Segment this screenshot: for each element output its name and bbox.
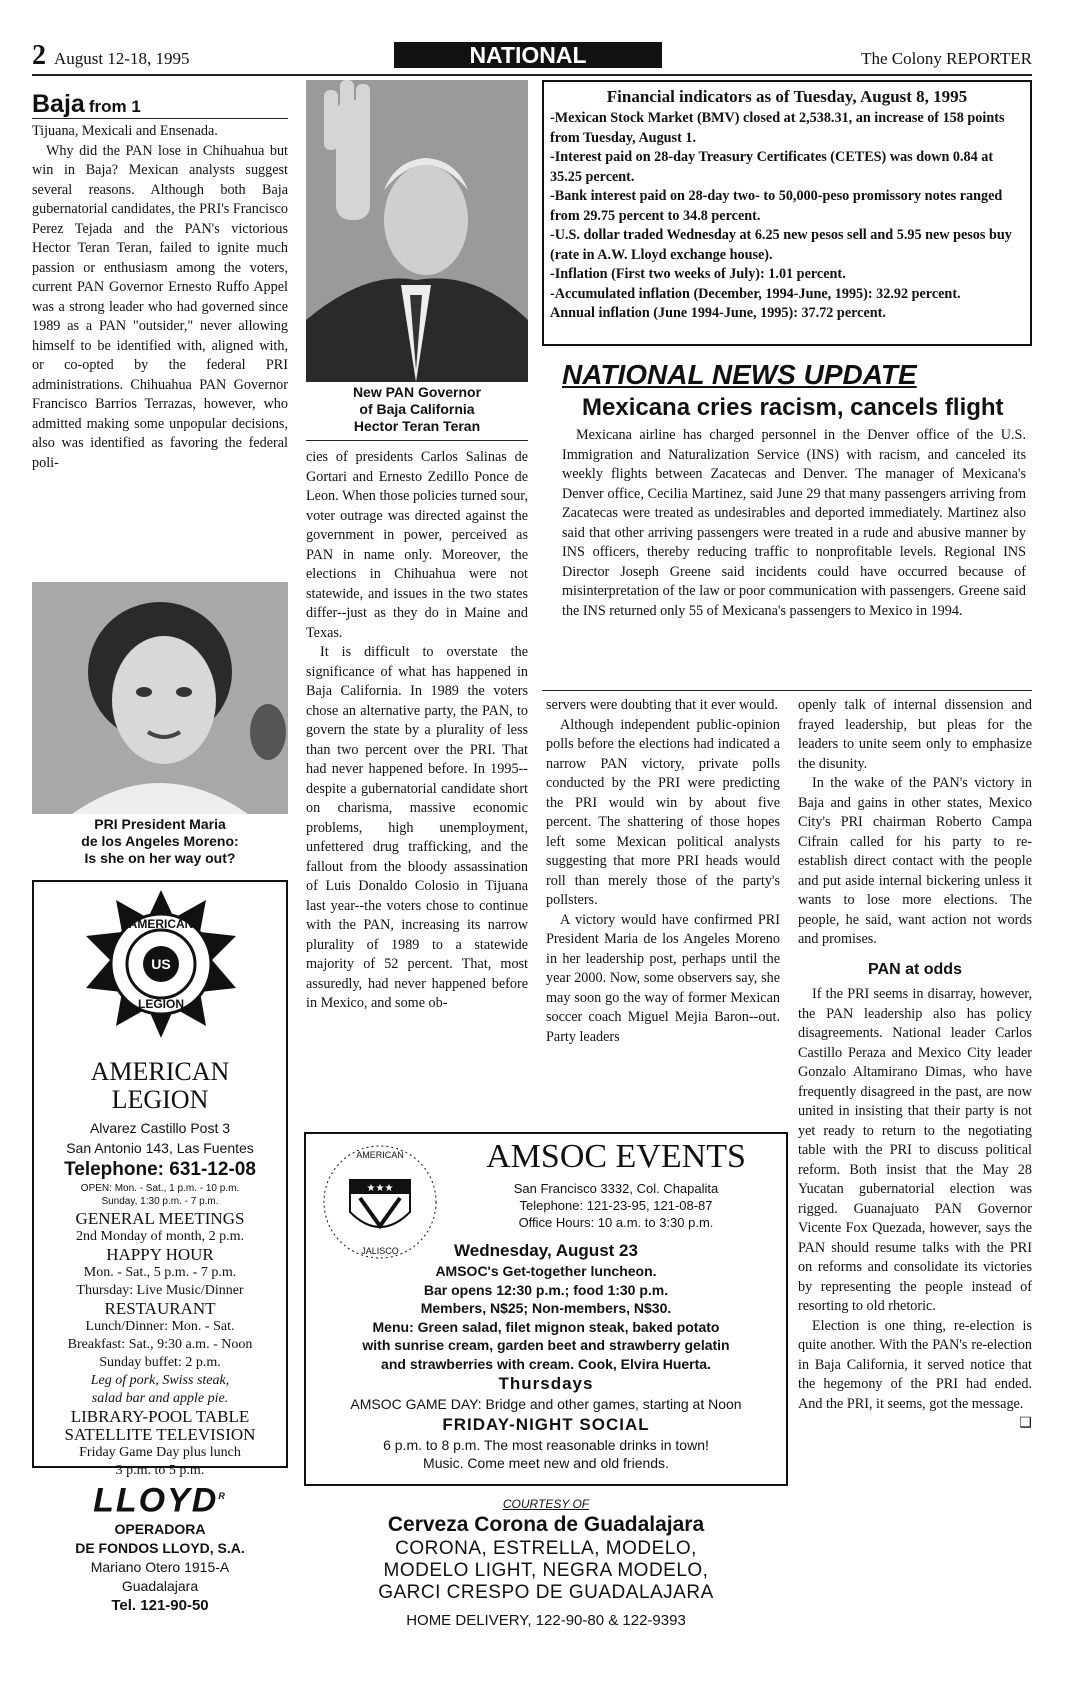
teran-caption (306, 384, 528, 435)
caption-rule (306, 440, 528, 441)
american-legion-emblem (76, 888, 246, 1048)
story-heading-title: Baja (32, 90, 85, 118)
amsoc-telephone: Telephone: 121-23-95, 121-08-87 (519, 1198, 713, 1213)
corona-ad (304, 1496, 788, 1646)
moreno-caption-line: PRI President Maria (94, 816, 226, 832)
financial-item: -Bank interest paid on 28-day two- to 50,000-peso promissory notes ranged from 29.75 percent to 34.8 percent. (550, 188, 1003, 224)
moreno-photo (32, 582, 288, 814)
lloyd-address: Mariano Otero 1915-A (90, 1559, 230, 1576)
story-paragraph: Election is one thing, re-election is quite another. With the PAN's re-election in Baja California, it served notice that the hegemony of the PRI had ended. And the PRI, it seems, got the message. (798, 1317, 1032, 1412)
corona-courtesy: COURTESY OF (502, 1497, 590, 1511)
financial-indicators-box (542, 80, 1032, 346)
seal-top-text: AMERICAN (356, 1150, 404, 1160)
teran-caption-line: of Baja California (359, 401, 475, 417)
amsoc-event-day: Wednesday, August 23 (454, 1241, 638, 1260)
lloyd-name: DE FONDOS LLOYD, S.A. (75, 1540, 245, 1557)
legion-hours: Sunday, 1:30 p.m. - 7 p.m. (101, 1196, 219, 1207)
lloyd-telephone: Tel. 121-90-50 (111, 1597, 209, 1615)
amsoc-title: AMSOC EVENTS (486, 1138, 746, 1175)
story-heading-rule (32, 118, 288, 119)
financial-item: -Interest paid on 28-day Treasury Certificates (CETES) was down 0.84 at 35.25 percent. (550, 149, 994, 185)
lloyd-logo-text: LLOYD (93, 1481, 219, 1520)
moreno-portrait-image (32, 582, 288, 814)
news-update-body (562, 426, 1026, 621)
story-paragraph: Tijuana, Mexicali and Ensenada. (32, 123, 218, 139)
lloyd-name: OPERADORA (114, 1521, 206, 1538)
legion-happy-hour: HAPPY HOUR (106, 1245, 214, 1264)
corona-brands: MODELO LIGHT, NEGRA MODELO, (383, 1560, 709, 1581)
section-title: NATIONAL (469, 42, 587, 68)
legion-address: San Antonio 143, Las Fuentes (66, 1140, 254, 1156)
financial-item: Annual inflation (June 1994-June, 1995): 37.72 percent. (550, 305, 886, 321)
story-paragraph: It is difficult to overstate the significance of what has happened in Baja California. In 1989 the voters chose an alternative party, the PAN, to govern the state by a plurality of less than two percent over the PRI. That had never happened before. In 1995--despite a gubernatorial candidate short on charisma, massive economic problems, high unemployment, unfettered drug trafficking, and the fallout from the bloody assassination of Luis Donaldo Colosio in Tijuana last year--the voters chose to continue with the PAN, increasing its narrow plurality of 1989 to a statewide majority of 52 percent. That, most assuredly, had never happened before in Mexico, and some ob- (306, 644, 528, 1011)
legion-pool: LIBRARY-POOL TABLE (70, 1407, 250, 1426)
news-update-rule (542, 690, 1032, 691)
teran-caption-line: Hector Teran Teran (353, 418, 481, 434)
american-legion-ad (32, 880, 288, 1478)
legion-game-day: Friday Game Day plus lunch (79, 1445, 241, 1460)
end-mark: ❑ (1019, 1415, 1032, 1431)
legion-restaurant-line: salad bar and apple pie. (91, 1391, 229, 1406)
story-paragraph: In the wake of the PAN's victory in Baja and gains in other states, Mexico City's PRI chairman Roberto Campa Cifrain called for his party to re-establish direct contact with the people and put aside internal bickering unless it wants to lose more elections. The people, he said, want action not words and promises. (798, 775, 1032, 947)
corona-delivery: HOME DELIVERY, 122-90-80 & 122-9393 (406, 1612, 686, 1629)
paper-name: The Colony REPORTER (861, 49, 1032, 68)
corona-title: Cerveza Corona de Guadalajara (387, 1513, 705, 1536)
legion-title: AMERICAN (90, 1057, 230, 1086)
legion-restaurant: RESTAURANT (104, 1299, 216, 1318)
moreno-caption-line: de los Angeles Moreno: (81, 833, 239, 849)
amsoc-event-line: Bar opens 12:30 p.m.; food 1:30 p.m. (423, 1281, 669, 1298)
financial-item: -Mexican Stock Market (BMV) closed at 2,538.31, an increase of 158 points from Tuesday, August 1. (550, 110, 1005, 146)
financial-title: Financial indicators as of Tuesday, August 8, 1995 (606, 87, 968, 106)
news-update-headline: Mexicana cries racism, cancels flight (582, 394, 1004, 421)
lloyd-ad (32, 1476, 288, 1676)
section-banner (394, 42, 662, 68)
story-paragraph: servers were doubting that it ever would. (546, 697, 779, 713)
corona-brands: CORONA, ESTRELLA, MODELO, (395, 1538, 697, 1559)
amsoc-event-line: Members, N$25; Non-members, N$30. (420, 1300, 672, 1316)
story-paragraph: Why did the PAN lose in Chihuahua but win in Baja? Mexican analysts suggest several reasons. Although both Baja gubernatorial candidates, the PRI's Francisco Perez Tejada and the PAN's victorious Hector Teran Teran, failed to ignite much passion or enthusiasm among the voters, current PAN Governor Ernesto Ruffo Appel was a strong leader who had governed since 1989 as a PAN "outsider," never allowing himself to be identified with, aligned with, or co-opted by the federal PRI administrations. Chihuahua PAN Governor Francisco Barrios Terrazas, however, who admitted making some unpopular decisions, also was identified as favoring the federal poli- (32, 142, 288, 471)
story-paragraph: Although independent public-opinion polls before the elections had indicated a narrow PAN victory, private polls conducted by the PRI were predicting the PRI would win by about five percent. The shattering of those hopes left some Mexican political analysts suggesting that more PRI heads would roll than merely those of the party's pollsters. (546, 716, 780, 908)
moreno-caption (32, 816, 288, 867)
story-paragraph: If the PRI seems in disarray, however, the PAN leadership also has policy disagreements. National leader Carlos Castillo Peraza and Mexico City leader Gonzalo Altamirano Dimas, who have frequently disagreed in the past, are now united in insisting that their party is not yet ready to return to the negotiating table with the PRI to discuss political reform. Both insist that the May 28 Yucatan gubernatorial election was rigged. Guanajuato PAN Governor Vicente Fox Quezada, however, says the PAN should resume talks with the PRI on reforms and consolidate its victories by representing the people instead of resorting to old rhetoric. (798, 986, 1032, 1314)
svg-text:★★★: ★★★ (366, 1183, 394, 1194)
story-column-1 (32, 122, 288, 473)
legion-restaurant-line: Lunch/Dinner: Mon. - Sat. (85, 1319, 235, 1334)
story-paragraph: cies of presidents Carlos Salinas de Gortari and Ernesto Zedillo Ponce de Leon. When those policies turned sour, voter outrage was directed against the government in power, perceived as PAN in name only. Moreover, the elections in Chihuahua were not statewide, and issues in the two states differ--just as they do in Maine and Texas. (306, 449, 528, 641)
legion-restaurant-line: Leg of pork, Swiss steak, (90, 1373, 230, 1388)
corona-brands: GARCI CRESPO DE GUADALAJARA (378, 1582, 714, 1603)
legion-post: Alvarez Castillo Post 3 (89, 1120, 231, 1136)
legion-meetings: GENERAL MEETINGS (75, 1209, 245, 1228)
amsoc-event-line: and strawberries with cream. Cook, Elvira Huerta. (381, 1355, 711, 1372)
amsoc-events-box (304, 1132, 788, 1486)
legion-telephone: Telephone: 631-12-08 (64, 1159, 256, 1180)
story-paragraph: openly talk of internal dissension and frayed leadership, but pleas for the leaders to unite seem only to emphasize the disunity. (798, 697, 1032, 772)
lloyd-registered-mark: R (218, 1491, 227, 1501)
story-column-3 (546, 696, 780, 1047)
amsoc-event-day: Thursdays (498, 1374, 594, 1393)
lloyd-logo (32, 1476, 288, 1520)
page-header (32, 42, 1032, 72)
teran-caption-line: New PAN Governor (352, 384, 482, 400)
story-subhead: PAN at odds (868, 960, 962, 978)
emblem-bottom-text: LEGION (137, 997, 185, 1011)
emblem-top-text: AMERICAN (128, 917, 194, 931)
legion-restaurant-line: Sunday buffet: 2 p.m. (99, 1355, 221, 1370)
lloyd-city: Guadalajara (121, 1578, 199, 1595)
amsoc-event-line: AMSOC's Get-together luncheon. (435, 1263, 657, 1279)
page-number: 2 (32, 40, 46, 71)
amsoc-address: San Francisco 3332, Col. Chapalita (513, 1181, 719, 1196)
moreno-caption-line: Is she on her way out? (84, 850, 236, 866)
legion-restaurant-line: Breakfast: Sat., 9:30 a.m. - Noon (67, 1337, 253, 1352)
story-heading-jump: from 1 (88, 97, 141, 116)
legion-meetings-when: 2nd Monday of month, 2 p.m. (76, 1229, 244, 1244)
header-rule (32, 74, 1032, 76)
amsoc-hours: Office Hours: 10 a.m. to 3:30 p.m. (518, 1215, 714, 1230)
legion-title: LEGION (111, 1085, 209, 1114)
story-column-4 (798, 696, 1032, 1434)
news-update-heading: NATIONAL NEWS UPDATE (562, 359, 917, 390)
legion-tv: SATELLITE TELEVISION (64, 1425, 256, 1444)
story-paragraph: A victory would have confirmed PRI President Maria de los Angeles Moreno in her leadership post, perhaps until the year 2000. Now, some observers say, she may soon go the way of former Mexican soccer coach Miguel Mejia Baron--out. Party leaders (546, 911, 780, 1045)
story-heading (32, 90, 288, 119)
seal-bottom-text: JALISCO (361, 1246, 399, 1256)
amsoc-event-line: with sunrise cream, garden beet and strawberry gelatin (362, 1337, 730, 1353)
teran-portrait-image (306, 80, 528, 382)
financial-items (550, 109, 1024, 324)
financial-item: -Accumulated inflation (December, 1994-June, 1995): 32.92 percent. (550, 285, 961, 302)
issue-date: August 12-18, 1995 (54, 49, 190, 68)
teran-photo (306, 80, 528, 382)
legion-happy-hour-time: Mon. - Sat., 5 p.m. - 7 p.m. (83, 1265, 237, 1280)
legion-happy-hour-thursday: Thursday: Live Music/Dinner (76, 1283, 244, 1298)
amsoc-event-line: Menu: Green salad, filet mignon steak, baked potato (372, 1318, 720, 1335)
legion-game-day-time: 3 p.m. to 5 p.m. (115, 1463, 205, 1478)
amsoc-event-line: 6 p.m. to 8 p.m. The most reasonable drinks in town! (383, 1436, 709, 1453)
financial-item: -Inflation (First two weeks of July): 1.01 percent. (550, 266, 846, 282)
story-column-2 (306, 448, 528, 1014)
amsoc-event-day: FRIDAY-NIGHT SOCIAL (442, 1414, 650, 1434)
amsoc-event-line: AMSOC GAME DAY: Bridge and other games, starting at Noon (350, 1396, 742, 1412)
financial-item: -U.S. dollar traded Wednesday at 6.25 new pesos sell and 5.95 new pesos buy (rate in A.W. Lloyd exchange house). (550, 227, 1012, 263)
amsoc-event-line: Music. Come meet new and old friends. (423, 1455, 669, 1471)
news-update-paragraph: Mexicana airline has charged personnel in the Denver office of the U.S. Immigration and Naturalization Service (INS) with racism, and canceled its weekly flights between Zacatecas and Denver. The manager of Mexicana's Denver office, Cecilia Martinez, said June 29 that many passengers arriving from Zacatecas were treated as undesirables and deported immediately. Martinez also said that other arriving passengers were treated in a rude and abusive manner by INS officers, thereby reducing traffic to nonprofitable levels. Regional INS Director Joseph Greene said incidents could have occurred because of misinterpretation of the law or poor communication with passengers. Greene said the INS returned only 55 of Mexicana's passengers to Mexico in 1994. (562, 427, 1026, 619)
legion-hours: OPEN: Mon. - Sat., 1 p.m. - 10 p.m. (80, 1183, 240, 1194)
emblem-center-text: US (151, 956, 171, 972)
